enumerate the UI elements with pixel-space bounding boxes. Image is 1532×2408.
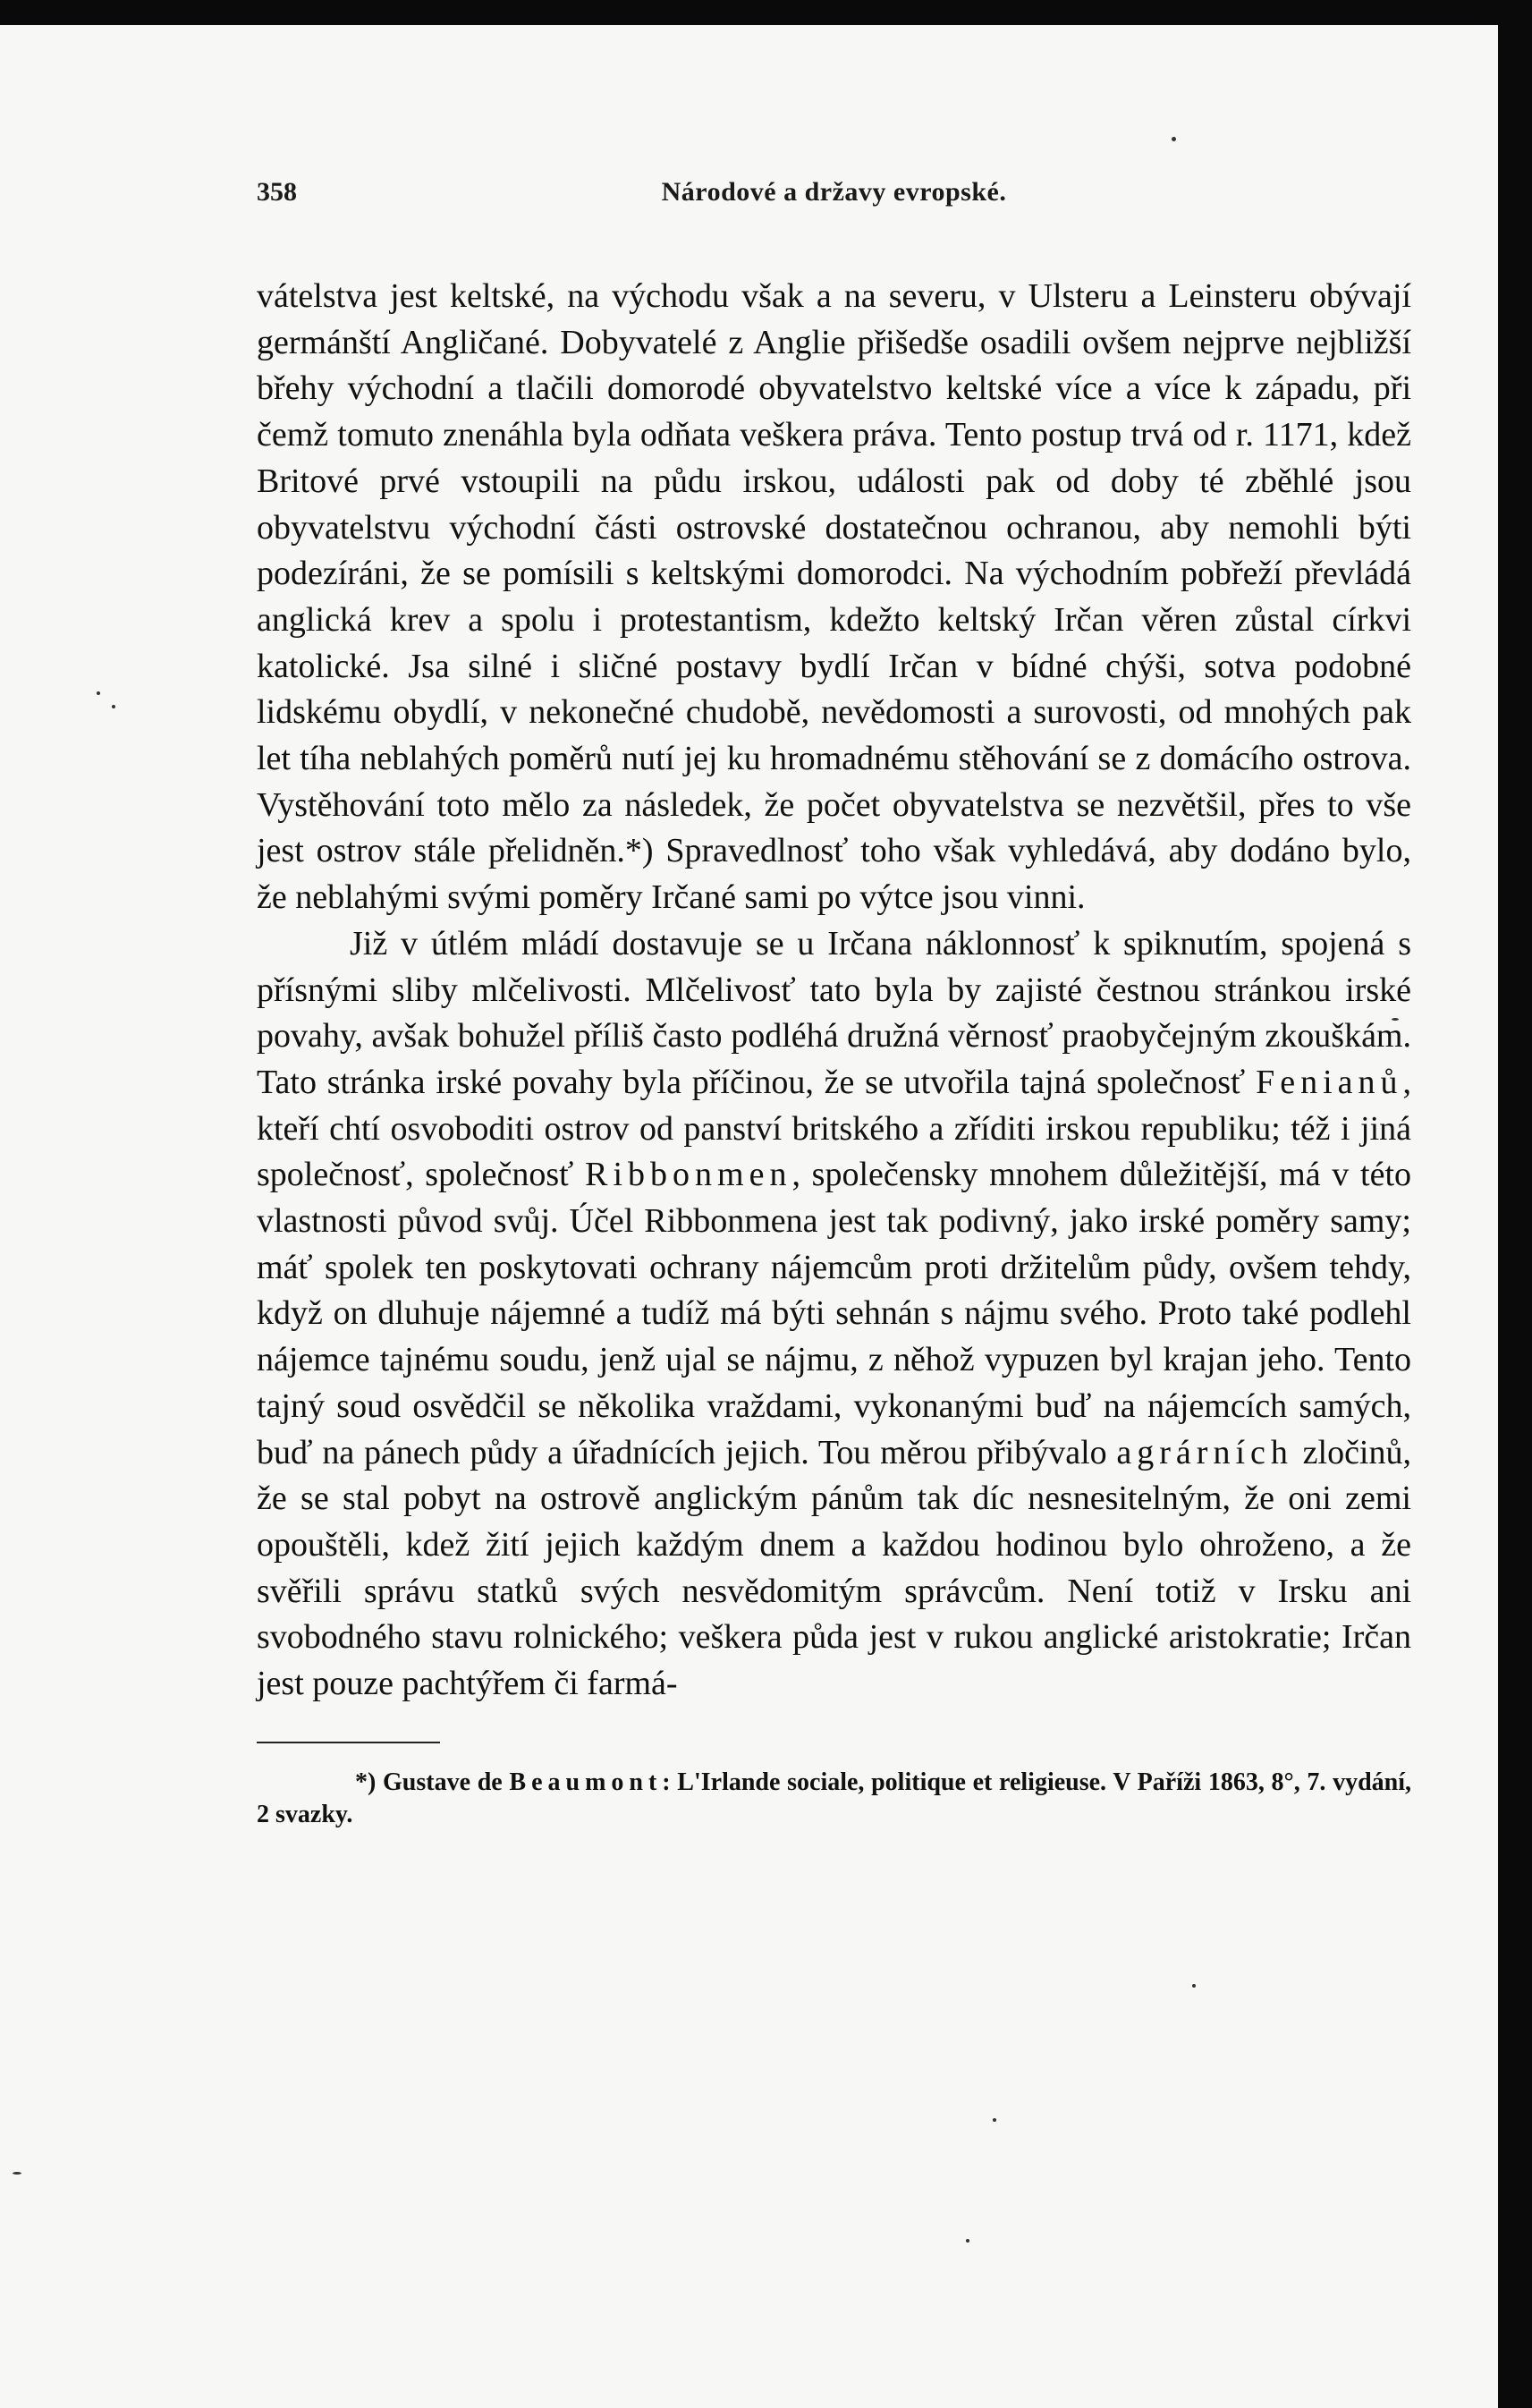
text-run: , kteří chtí osvoboditi ostrov od panství britského a zříditi irskou republiku; též i jiná společnosť, společnosť [257,1063,1411,1194]
footnote-rule [257,1742,440,1743]
running-head [257,177,1411,218]
page-content [257,177,1411,1831]
scan-speck [97,691,100,695]
spaced-term: Fenianů [1256,1063,1403,1101]
paragraph [257,274,1411,921]
page-number: 358 [257,177,297,207]
footnote-text: *) Gustave de [355,1768,510,1796]
running-title: Národové a državy evropské. [661,177,1007,207]
spaced-term: agrárních [1116,1433,1293,1471]
book-page [0,25,1498,2408]
scan-speck [966,2239,969,2243]
text-run: zločinů, že se stal pobyt na ostrově anglickým pánům tak díc nesnesitelným, že oni zemi opouštěli, kdež žití jejich každým dnem a každou hodinou bylo ohroženo, a že svěřili správu statků svých nesvědomitým správcům. Není totiž v Irsku ani svobodného stavu rolnického; veškera půda jest v rukou anglické aristokratie; Irčan jest pouze pachtýřem či farmá- [257,1433,1411,1703]
scan-speck [1192,1984,1196,1988]
footnote-text: : L'Irlande sociale, politique et religieuse. V Paříži 1863, 8°, 7. vydání, 2 svazky. [257,1768,1412,1828]
footnote [257,1767,1411,1831]
scan-border-top [0,0,1532,25]
body-text [257,274,1411,1708]
scan-border-right [1498,0,1532,2408]
paragraph [257,921,1411,1708]
text-run: Již v útlém mládí dostavuje se u Irčana náklonnosť k spiknutím, spojená s přísnými sliby mlčelivosti. Mlčelivosť tato byla by zajisté čestnou stránkou irské povahy, avšak bohužel příliš často podléhá družná věrnosť praobyčejným zkouškám. Tato stránka irské povahy byla příčinou, že se utvořila tajná společnosť [257,924,1411,1101]
text-run: vátelstva jest keltské, na východu však a na severu, v Ulsteru a Leinsteru obývají germánští Angličané. Dobyvatelé z Anglie přišedše osadili ovšem nejprve nejbližší břehy východní a tlačili domorodé obyvatelstvo keltské více a více k západu, při čemž tomuto znenáhla byla odňata veškera práva. Tento postup trvá od r. 1171, kdež Britové prvé vstoupili na půdu irskou, události pak od doby té zběhlé jsou obyvatelstvu východní části ostrovské dostatečnou ochranou, aby nemohli býti podezíráni, že se pomísili s keltskými domorodci. Na východním pobřeží převládá anglická krev a spolu i protestantism, kdežto keltský Irčan věren zůstal církvi katolické. Jsa silné i sličné postavy bydlí Irčan v bídné chýši, sotva podobné lidskému obydlí, v nekonečné chudobě, nevědomosti a surovosti, od mnohých pak let tíha neblahých poměrů nutí jej ku hromadnému stěhování se z domácího ostrova. Vystěhování toto mělo za následek, že počet obyvatelstva se nezvětšil, přes to vše jest ostrov stále přelidněn.*) Spravedlnosť toho však vyhledává, aby dodáno bylo, že neblahými svými poměry Irčané sami po výtce jsou vinni. [257,277,1411,917]
scan-speck [1172,137,1176,141]
scan-speck [112,705,115,708]
spaced-term: Ribbonmen [585,1156,792,1194]
spaced-term: Beaumont [509,1768,663,1796]
scan-speck [993,2118,996,2122]
text-run: , společensky mnohem důležitější, má v této vlastnosti původ svůj. Účel Ribbonmena jest tak podivný, jako irské poměry samy; máť spolek ten poskytovati ochrany nájemcům proti držitelům půdy, ovšem tehdy, když on dluhuje nájemné a tudíž má býti sehnán s nájmu svého. Proto také podlehl nájemce tajnému soudu, jenž ujal se nájmu, z něhož vypuzen byl krajan jeho. Tento tajný soud osvědčil se několika vraždami, vykonanými buď na nájemcích samých, buď na pánech půdy a úřadnících jejich. Tou měrou přibývalo [257,1156,1412,1471]
scan-speck [13,2172,21,2175]
